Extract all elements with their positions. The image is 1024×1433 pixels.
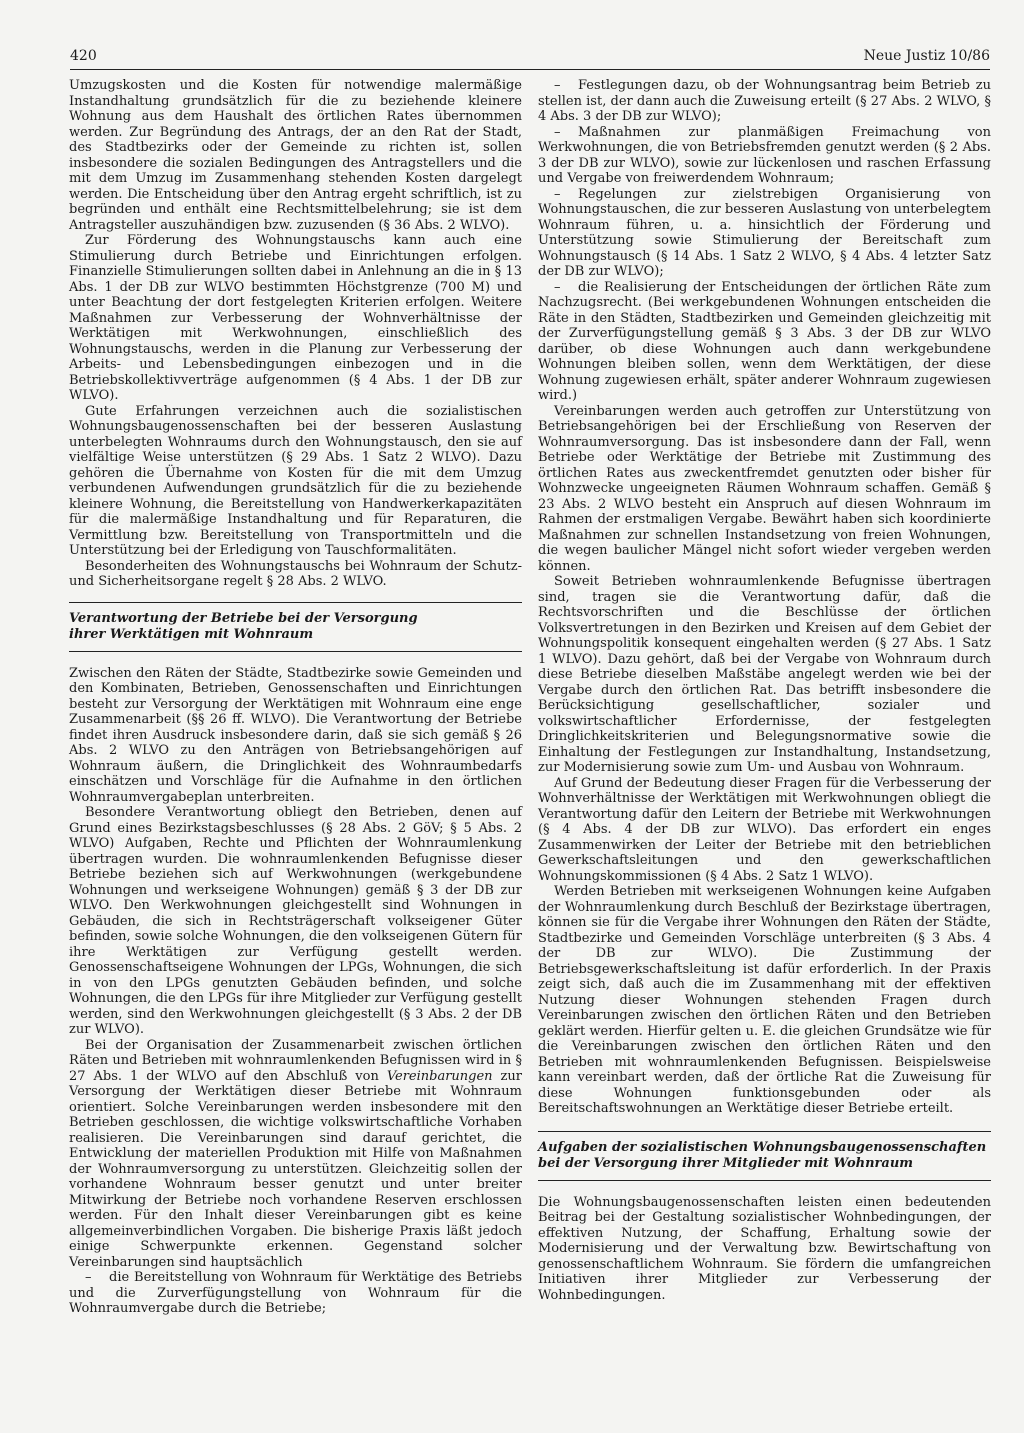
- paragraph: Besonderheiten des Wohnungstauschs bei Wohnraum der Schutz- und Sicherheitsorgane regelt § 28 Abs. 2 WLVO.: [69, 558, 522, 589]
- page-number: 420: [70, 48, 97, 64]
- journal-title: Neue Justiz 10/86: [863, 48, 990, 64]
- section-heading-line: ihrer Werktätigen mit Wohnraum: [69, 626, 314, 642]
- list-item: [69, 1270, 522, 1317]
- text-run: zur Versorgung der Werktätigen dieser Betriebe mit Wohnraum orientiert. Solche Vereinbarungen werden insbesondere mit den Betrieben geschlossen, die wichtige volkswirtschaftliche Vorhaben realisieren. Die Vereinbarungen sind darauf gerichtet, die Entwicklung der materiellen Produktion mit Hilfe von Maßnahmen der Wohnraumversorgung zu unterstützen. Gleichzeitig sollen der vorhandene Wohnraum besser genutzt und unter breiter Mitwirkung der Betriebe noch vorhandene Reserven erschlossen werden. Für den Inhalt dieser Vereinbarungen gibt es keine allgemeinverbindlichen Vorgaben. Die bisherige Praxis läßt jedoch einige Schwerpunkte erkennen. Gegenstand solcher Vereinbarungen sind hauptsächlich: [69, 1068, 522, 1270]
- paragraph: Gute Erfahrungen verzeichnen auch die sozialistischen Wohnungsbaugenossenschaften bei der besseren Auslastung unterbelegten Wohnraums durch den Wohnungstausch, den sie auf vielfältige Weise unterstützen (§ 29 Abs. 1 Satz 2 WLVO). Dazu gehören die Übernahme von Kosten für die mit dem Umzug verbundenen Aufwendungen grundsätzlich für die zu beziehende kleinere Wohnung, die Bereitstellung von Handwerkerkapazitäten für die malermäßige Instandhaltung und für Reparaturen, die Vermittlung bzw. Bereitstellung von Transportmitteln und die Unterstützung bei der Erledigung von Tauschformalitäten.: [69, 403, 522, 558]
- list-item-text: die Realisierung der Entscheidungen der örtlichen Räte zum Nachzugsrecht. (Bei werkgebundenen Wohnungen entscheiden die Räte in den Städten, Stadtbezirken und Gemeinden gleichzeitig mit der Zurverfügungstellung gemäß § 3 Abs. 3 der DB zur WLVO darüber, ob diese Wohnungen auch dann werkgebundene Wohnungen bleiben sollen, wenn dem Werktätigen, der diese Wohnung zugewiesen erhält, später anderer Wohnraum zugewiesen wird.): [538, 279, 991, 403]
- list-item-text: Regelungen zur zielstrebigen Organisierung von Wohnungstauschen, die zur besseren Auslastung von unterbelegtem Wohnraum führen, u. a. hinsichtlich der Förderung und Unterstützung sowie Stimulierung der Bereitschaft zum Wohnungstausch (§ 14 Abs. 1 Satz 2 WLVO, § 4 Abs. 4 letzter Satz der DB zur WLVO);: [538, 186, 991, 279]
- dash-bullet: –: [554, 279, 561, 295]
- paragraph: [69, 1038, 522, 1271]
- list-item-text: die Bereitstellung von Wohnraum für Werktätige des Betriebs und die Zurverfügungstellung von Wohnraum für die Wohnraumvergabe durch die Betriebe;: [69, 1270, 522, 1316]
- page-header: [70, 46, 990, 72]
- paragraph: Zwischen den Räten der Städte, Stadtbezirke sowie Gemeinden und den Kombinaten, Betrieben, Genossenschaften und Einrichtungen besteht zur Versorgung der Werktätigen mit Wohnraum eine enge Zusammenarbeit (§§ 26 ff. WLVO). Die Verantwortung der Betriebe findet ihren Ausdruck insbesondere darin, daß sie sich gemäß § 26 Abs. 2 WLVO zu den Anträgen von Betriebsangehörigen auf Wohnraum äußern, die Dringlichkeit des Wohnraumbedarfs einschätzen und Vorschläge für die Aufnahme in den örtlichen Wohnraumvergabeplan unterbreiten.: [69, 665, 522, 805]
- list-item: [538, 78, 991, 125]
- paragraph: Auf Grund der Bedeutung dieser Fragen für die Verbesserung der Wohnverhältnisse der Werktätigen mit Werkwohnungen obliegt die Verantwortung dafür den Leitern der Betriebe mit Werkwohnungen (§ 4 Abs. 4 der DB zur WLVO). Das erfordert ein enges Zusammenwirken der Leiter der Betriebe mit den betrieblichen Gewerkschaftsleitungen und den gewerkschaftlichen Wohnungskommissionen (§ 4 Abs. 2 Satz 1 WLVO).: [538, 775, 991, 884]
- right-column: [538, 78, 991, 1303]
- text-run: Bei der Organisation der Zusammenarbeit zwischen örtlichen Räten und Betrieben mit wohnraumlenkenden Befugnissen wird in § 27 Abs. 1 der WLVO auf den Abschluß von: [69, 1037, 522, 1084]
- dash-bullet: –: [554, 124, 561, 140]
- section-heading-line: bei der Versorgung ihrer Mitglieder mit Wohnraum: [538, 1155, 914, 1171]
- paragraph: Vereinbarungen werden auch getroffen zur Unterstützung von Betriebsangehörigen bei der Erschließung von Reserven der Wohnraumversorgung. Das ist insbesondere dann der Fall, wenn Betriebe oder Werktätige der Betriebe mit Zustimmung des örtlichen Rates aus zweckentfremdet genutzten oder bisher für Wohnzwecke ungeeigneten Räumen Wohnraum schaffen. Gemäß § 23 Abs. 2 WLVO besteht ein Anspruch auf diesen Wohnraum im Rahmen der erstmaligen Vergabe. Bewährt haben sich koordinierte Maßnahmen zur schnellen Instandsetzung von freien Wohnungen, die wegen baulicher Mängel nicht sofort wieder vergeben werden können.: [538, 403, 991, 574]
- section-heading-line: Aufgaben der sozialistischen Wohnungsbaugenossenschaften: [538, 1139, 987, 1155]
- paragraph: Zur Förderung des Wohnungstauschs kann auch eine Stimulierung durch Betriebe und Einrichtungen erfolgen. Finanzielle Stimulierungen sollten dabei in Anlehnung an die in § 13 Abs. 1 der DB zur WLVO bestimmten Höchstgrenze (700 M) und unter Beachtung der dort festgelegten Kriterien erfolgen. Weitere Maßnahmen zur Verbesserung der Wohnverhältnisse der Werktätigen mit Werkwohnungen, einschließlich des Wohnungstauschs, werden in die Planung zur Verbesserung der Arbeits- und Lebensbedingungen einbezogen und in die Betriebskollektivverträge aufgenommen (§ 4 Abs. 1 der DB zur WLVO).: [69, 233, 522, 403]
- section-heading: [538, 1131, 991, 1181]
- list-item: [538, 280, 991, 404]
- list-item-text: Maßnahmen zur planmäßigen Freimachung von Werkwohnungen, die von Betriebsfremden genutzt werden (§ 2 Abs. 3 der DB zur WLVO), sowie zur lückenlosen und raschen Erfassung und Vergabe von freiwerdendem Wohnraum;: [538, 124, 991, 186]
- header-rule: [70, 69, 990, 70]
- paragraph: Werden Betrieben mit werkseigenen Wohnungen keine Aufgaben der Wohnraumlenkung durch Beschluß der Bezirkstage übertragen, können sie für die Vergabe ihrer Wohnungen den Räten der Städte, Stadtbezirke und Gemeinden Vorschläge unterbreiten (§ 3 Abs. 4 der DB zur WLVO). Die Zustimmung der Betriebsgewerkschaftsleitung ist dafür erforderlich. In der Praxis zeigt sich, daß auch die im Zusammenhang mit der effektiven Nutzung dieser Wohnungen stehenden Fragen durch Vereinbarungen zwischen den örtlichen Räten und den Betrieben geklärt werden. Hierfür gelten u. E. die gleichen Grundsätze wie für die Vereinbarungen zwischen den örtlichen Räten und den Betrieben mit wohnraumlenkenden Befugnissen. Beispielsweise kann vereinbart werden, daß der örtliche Rat die Zuweisung für diese Wohnungen funktionsgebunden oder als Bereitschaftswohnungen an Werktätige dieser Betriebe erteilt.: [538, 884, 991, 1116]
- paragraph: Umzugskosten und die Kosten für notwendige malermäßige Instandhaltung grundsätzlich für die zu beziehende kleinere Wohnung aus dem Haushalt des örtlichen Rates übernommen werden. Zur Begründung des Antrags, der an den Rat der Stadt, des Stadtbezirks oder der Gemeinde zu richten ist, sollen insbesondere die sozialen Bedingungen des Antragstellers und die mit dem Umzug im Zusammenhang stehenden Kosten dargelegt werden. Die Entscheidung über den Antrag ergeht schriftlich, ist zu begründen und enthält eine Rechtsmittelbelehrung; sie ist dem Antragsteller auszuhändigen bzw. zuzusenden (§ 36 Abs. 2 WLVO).: [69, 78, 522, 233]
- emphasis: Vereinbarungen: [386, 1068, 493, 1084]
- section-heading: [69, 602, 522, 652]
- section-heading-line: Verantwortung der Betriebe bei der Versorgung: [69, 610, 418, 626]
- left-column: [69, 78, 522, 1317]
- paragraph: Soweit Betrieben wohnraumlenkende Befugnisse übertragen sind, tragen sie die Verantwortung dafür, daß die Rechtsvorschriften und die Beschlüsse der örtlichen Volksvertretungen in den Bezirken und Kreisen auf dem Gebiet der Wohnungspolitik konsequent eingehalten werden (§ 27 Abs. 1 Satz 1 WLVO). Dazu gehört, daß bei der Vergabe von Wohnraum durch diese Betriebe dieselben Maßstäbe angelegt werden wie bei der Vergabe durch den örtlichen Rat. Das betrifft insbesondere die Berücksichtigung gesellschaftlicher, sozialer und volkswirtschaftlicher Erfordernisse, der festgelegten Dringlichkeitskriterien und Belegungsnormative sowie die Einhaltung der Festlegungen zur Instandhaltung, Instandsetzung, zur Modernisierung sowie zum Um- und Ausbau von Wohnraum.: [538, 574, 991, 775]
- dash-bullet: –: [85, 1270, 92, 1285]
- paragraph: Die Wohnungsbaugenossenschaften leisten einen bedeutenden Beitrag bei der Gestaltung sozialistischer Wohnbedingungen, der effektiven Nutzung, der Schaffung, Erhaltung sowie der Modernisierung und der Verwaltung bzw. Bewirtschaftung von genossenschaftlichem Wohnraum. Sie fördern die umfangreichen Initiativen ihrer Mitglieder zur Verbesserung der Wohnbedingungen.: [538, 1194, 991, 1303]
- list-item: [538, 187, 991, 280]
- dash-bullet: –: [554, 78, 561, 93]
- paragraph: Besondere Verantwortung obliegt den Betrieben, denen auf Grund eines Bezirkstagsbeschlusses (§ 28 Abs. 2 GöV; § 5 Abs. 2 WLVO) Aufgaben, Rechte und Pflichten der Wohnraumlenkung übertragen wurden. Die wohnraumlenkenden Befugnisse dieser Betriebe beziehen sich auf Werkwohnungen (werkgebundene Wohnungen und werkseigene Wohnungen) gemäß § 3 der DB zur WLVO. Den Werkwohnungen gleichgestellt sind Wohnungen in Gebäuden, die sich in Rechtsträgerschaft volkseigener Güter befinden, sowie solche Wohnungen, die den volkseigenen Gütern für ihre Werktätigen zur Verfügung gestellt werden. Genossenschaftseigene Wohnungen der LPGs, Wohnungen, die sich in von den LPGs genutzten Gebäuden befinden, und solche Wohnungen, die den LPGs für ihre Mitglieder zur Verfügung gestellt werden, sind den Werkwohnungen gleichgestellt (§ 3 Abs. 2 der DB zur WLVO).: [69, 805, 522, 1037]
- list-item: [538, 125, 991, 187]
- dash-bullet: –: [554, 186, 561, 202]
- list-item-text: Festlegungen dazu, ob der Wohnungsantrag beim Betrieb zu stellen ist, der dann auch die Zuweisung erteilt (§ 27 Abs. 2 WLVO, § 4 Abs. 3 der DB zur WLVO);: [538, 78, 991, 124]
